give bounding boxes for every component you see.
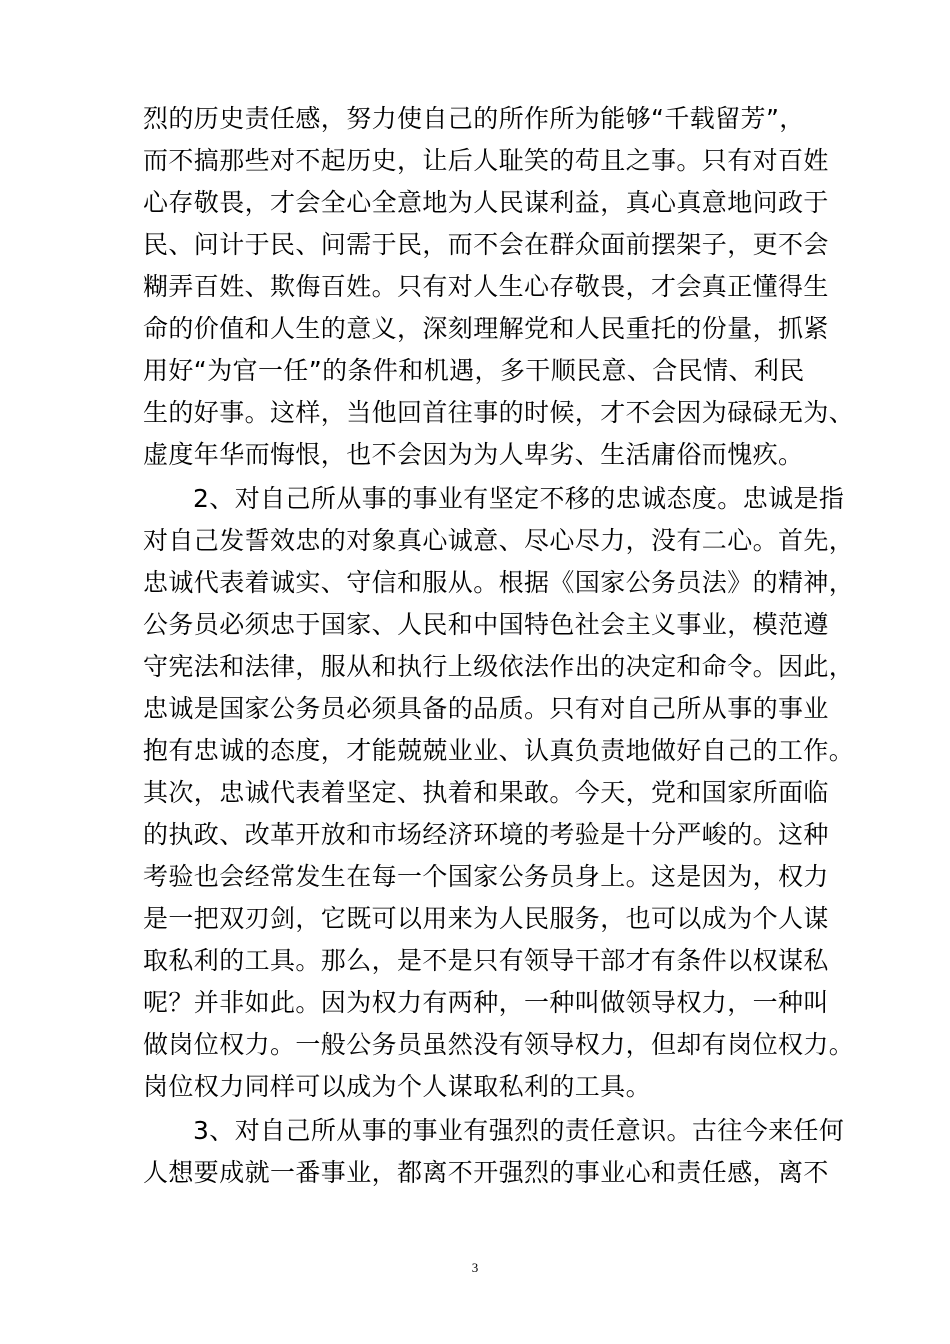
text-line: 心存敬畏，才会全心全意地为人民谋利益，真心真意地问政于 xyxy=(143,188,829,217)
text-line: 取私利的工具。那么，是不是只有领导干部才有条件以权谋私 xyxy=(143,946,829,975)
text-line: 岗位权力同样可以成为个人谋取私利的工具。 xyxy=(143,1072,652,1101)
text-line: 忠诚是国家公务员必须具备的品质。只有对自己所从事的事业 xyxy=(143,694,829,723)
text-line: 呢？并非如此。因为权力有两种，一种叫做领导权力，一种叫 xyxy=(143,988,829,1017)
text-line: 人想要成就一番事业，都离不开强烈的事业心和责任感，离不 xyxy=(143,1158,829,1187)
text-line: 的执政、改革开放和市场经济环境的考验是十分严峻的。这种 xyxy=(143,820,829,849)
text-line: 忠诚代表着诚实、守信和服从。根据《国家公务员法》的精神， xyxy=(143,568,855,597)
text-line: 抱有忠诚的态度，才能兢兢业业、认真负责地做好自己的工作。 xyxy=(143,736,855,765)
text-line: 生的好事。这样，当他回首往事的时候，才不会因为碌碌无为、 xyxy=(143,398,855,427)
text-line: 其次，忠诚代表着坚定、执着和果敢。今天，党和国家所面临 xyxy=(143,778,829,807)
text-line: 公务员必须忠于国家、人民和中国特色社会主义事业，模范遵 xyxy=(143,610,829,639)
text-line: 是一把双刃剑，它既可以用来为人民服务，也可以成为个人谋 xyxy=(143,904,829,933)
text-line: 而不搞那些对不起历史，让后人耻笑的苟且之事。只有对百姓 xyxy=(143,146,829,175)
text-line: 虚度年华而悔恨，也不会因为为人卑劣、生活庸俗而愧疚。 xyxy=(143,440,804,469)
text-line: 烈的历史责任感，努力使自己的所作所为能够“千载留芳”， xyxy=(143,104,805,133)
text-line: 守宪法和法律，服从和执行上级依法作出的决定和命令。因此， xyxy=(143,652,855,681)
text-line: 民、问计于民、问需于民，而不会在群众面前摆架子，更不会 xyxy=(143,230,829,259)
paragraph-start-line: 3、对自己所从事的事业有强烈的责任意识。古往今来任何 xyxy=(193,1116,845,1145)
text-line: 用好“为官一任”的条件和机遇，多干顺民意、合民情、利民 xyxy=(143,356,805,385)
paragraph-start-line: 2、对自己所从事的事业有坚定不移的忠诚态度。忠诚是指 xyxy=(193,484,845,513)
page-number: 3 xyxy=(471,1260,479,1275)
text-line: 考验也会经常发生在每一个国家公务员身上。这是因为，权力 xyxy=(143,862,829,891)
text-line: 对自己发誓效忠的对象真心诚意、尽心尽力，没有二心。首先， xyxy=(143,526,855,555)
text-line: 做岗位权力。一般公务员虽然没有领导权力，但却有岗位权力。 xyxy=(143,1030,855,1059)
text-line: 糊弄百姓、欺侮百姓。只有对人生心存敬畏，才会真正懂得生 xyxy=(143,272,829,301)
text-line: 命的价值和人生的意义，深刻理解党和人民重托的份量，抓紧 xyxy=(143,314,829,343)
